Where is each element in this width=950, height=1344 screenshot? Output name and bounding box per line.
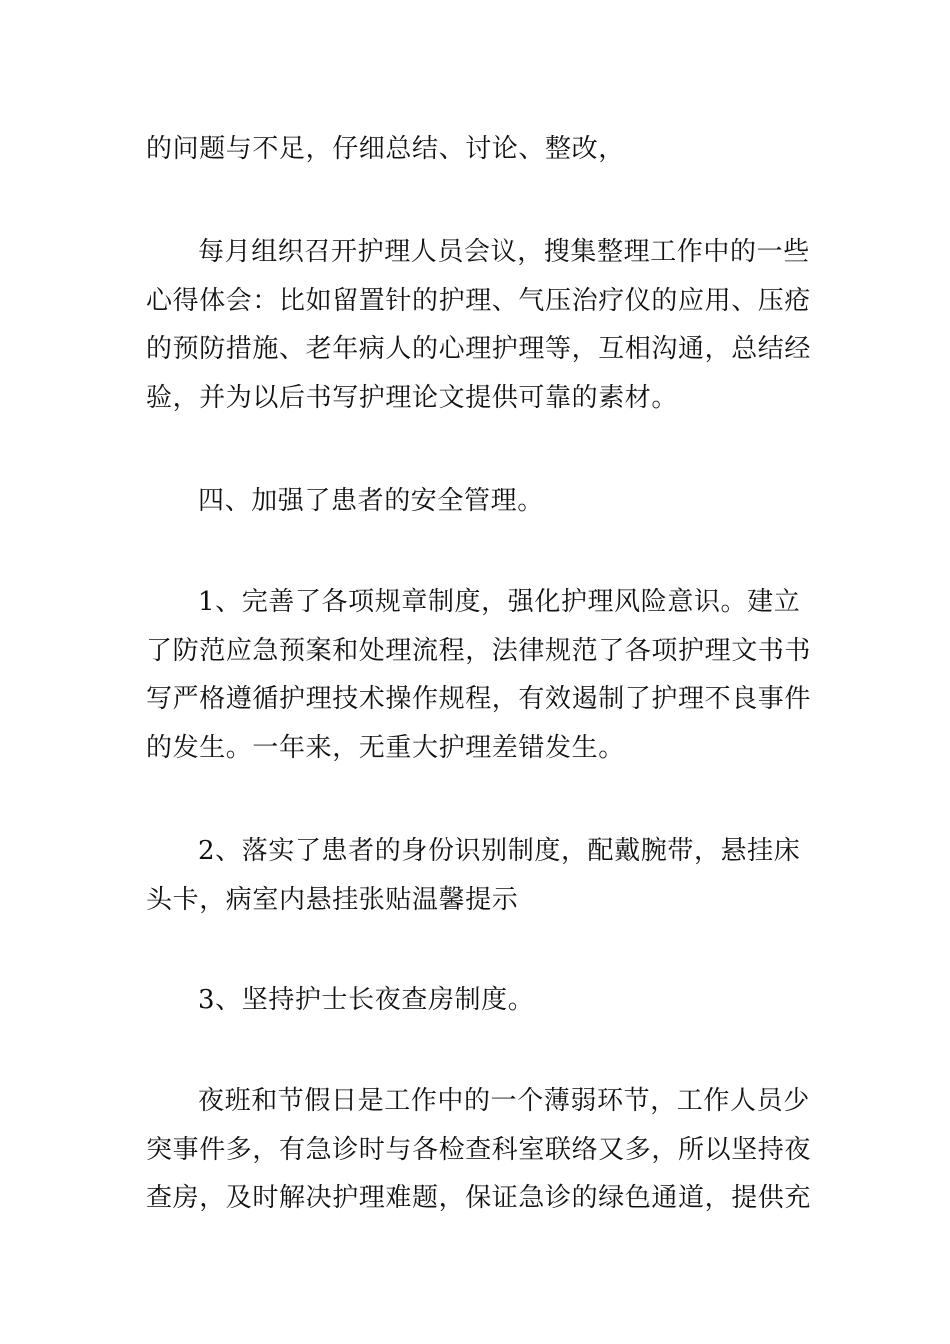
paragraph-night-rounds: 夜班和节假日是工作中的一个薄弱环节，工作人员少突事件多，有急诊时与各检查科室联络又多，所以坚持夜查房，及时解决护理难题，保证急诊的绿色通道，提供充 bbox=[146, 1086, 812, 1213]
section-heading-safety: 四、加强了患者的安全管理。 bbox=[198, 486, 544, 516]
paragraph-meetings: 每月组织召开护理人员会议，搜集整理工作中的一些心得体会：比如留置针的护理、气压治疗仪的应用、压疮的预防措施、老年病人的心理护理等，互相沟通，总结经验，并为以后书写护理论文提供可靠的素材。 bbox=[146, 237, 812, 413]
paragraph-item-3: 3、坚持护士长夜查房制度。 bbox=[198, 985, 535, 1015]
paragraph-continuation: 的问题与不足，仔细总结、讨论、整改， bbox=[146, 134, 625, 164]
paragraph-item-1: 1、完善了各项规章制度，强化护理风险意识。建立了防范应急预案和处理流程，法律规范了各项护理文书书写严格遵循护理技术操作规程，有效遏制了护理不良事件的发生。一年来，无重大护理差错发生。 bbox=[146, 587, 812, 763]
paragraph-item-2: 2、落实了患者的身份识别制度，配戴腕带，悬挂床头卡，病室内悬挂张贴温馨提示 bbox=[146, 836, 801, 915]
